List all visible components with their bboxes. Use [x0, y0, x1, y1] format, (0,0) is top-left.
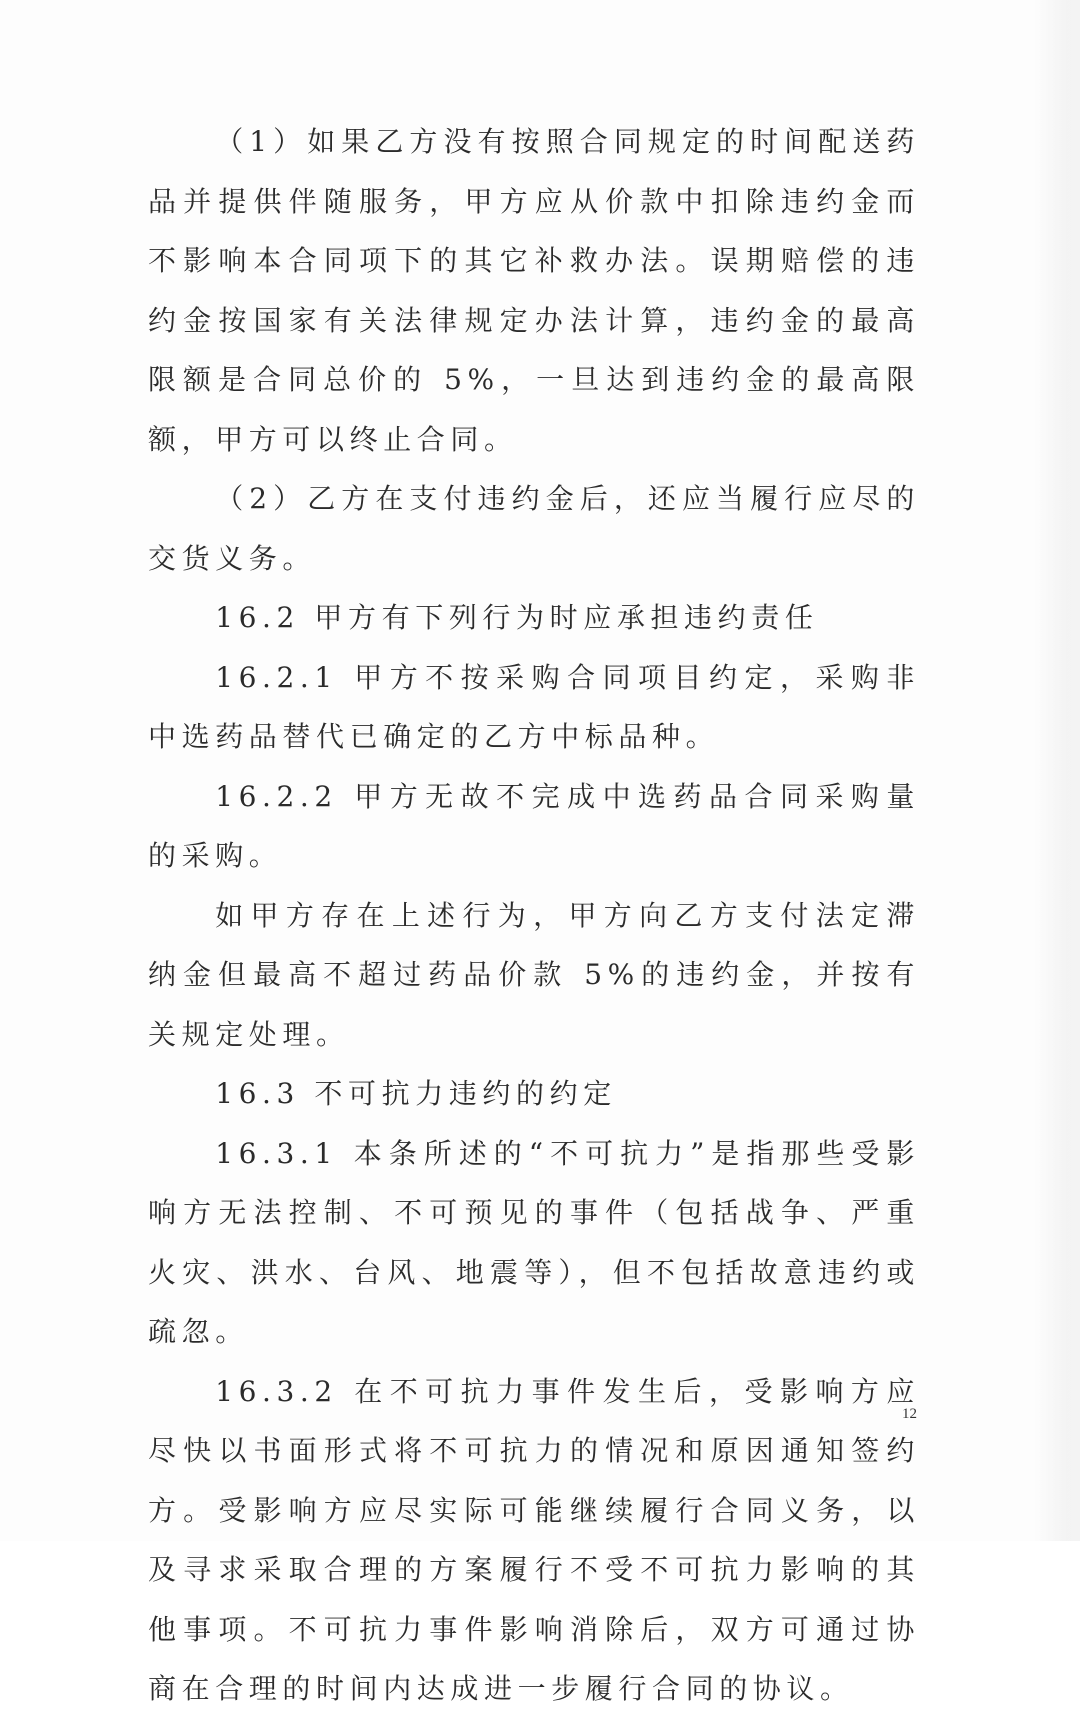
clause-16-2-1: 16.2.1 甲方不按采购合同项目约定，采购非中选药品替代已确定的乙方中标品种。 — [148, 660, 920, 753]
clause-16-3-2: 16.3.2 在不可抗力事件发生后，受影响方应尽快以书面形式将不可抗力的情况和原因通知签约方。受影响方应尽实际可能继续履行合同义务，以及寻求采取合理的方案履行不受不可抗力影响的其他事项。不可抗力事件影响消除后，双方可通过协商在合理的时间内达成进一步履行合同的协议。 — [148, 1374, 920, 1705]
paragraph-party-a-penalty: 如甲方存在上述行为，甲方向乙方支付法定滞纳金但最高不超过药品价款 5%的违约金，并按有关规定处理。 — [148, 898, 920, 1051]
clause-16-2-2: 16.2.2 甲方无故不完成中选药品合同采购量的采购。 — [148, 779, 920, 872]
page-edge-shadow — [1034, 0, 1080, 1541]
contract-body — [148, 112, 920, 1719]
clause-16-3-heading: 16.3 不可抗力违约的约定 — [215, 1077, 617, 1110]
page-number: 12 — [902, 1406, 917, 1422]
clause-16-3-1: 16.3.1 本条所述的“不可抗力”是指那些受影响方无法控制、不可预见的事件（包括战争、严重火灾、洪水、台风、地震等），但不包括故意违约或疏忽。 — [148, 1136, 920, 1348]
paragraph-delivery-obligation: （2）乙方在支付违约金后，还应当履行应尽的交货义务。 — [148, 482, 920, 575]
clause-16-2-heading: 16.2 甲方有下列行为时应承担违约责任 — [215, 601, 819, 634]
paragraph-penalty-delay: （1）如果乙方没有按照合同规定的时间配送药品并提供伴随服务，甲方应从价款中扣除违约金而不影响本合同项下的其它补救办法。误期赔偿的违约金按国家有关法律规定办法计算，违约金的最高限额是合同总价的 5%，一旦达到违约金的最高限额，甲方可以终止合同。 — [148, 125, 920, 456]
